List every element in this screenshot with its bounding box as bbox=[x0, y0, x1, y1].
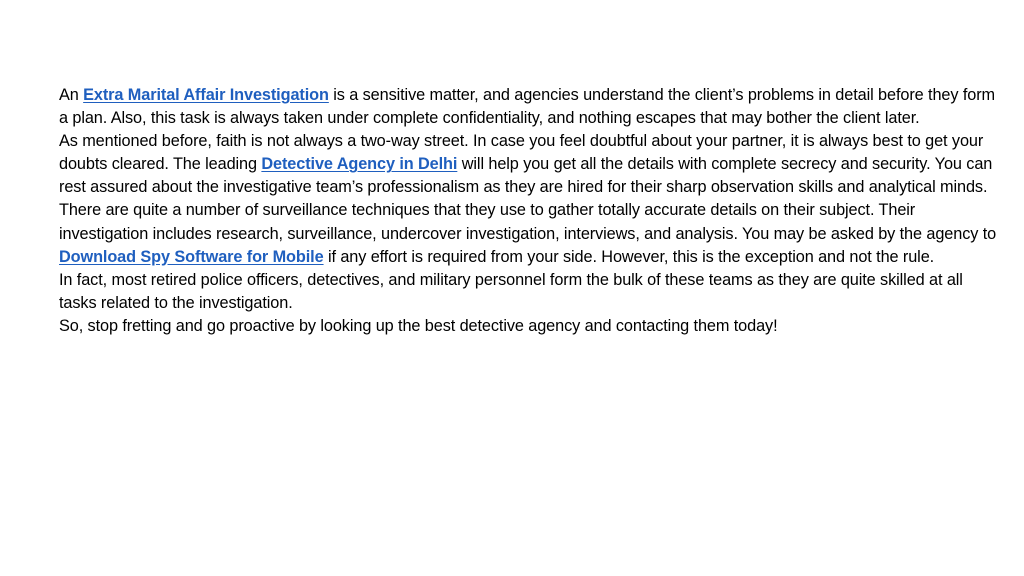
paragraph-text: An bbox=[59, 86, 84, 104]
paragraph-text: will help you get all the details with complete secrecy and security. You can rest assured about the investigative team’s professionalism as they are hired for their sharp observation skills and analytical minds. There are quite a number of surveillance techniques that they use to gather totally accurate details on their subject. Their investigation includes research, surveillance, undercover investigation, interviews, and analysis. You may be asked by the agency to bbox=[59, 155, 997, 243]
link-extra-marital-affair-investigation[interactable]: Extra Marital Affair Investigation bbox=[83, 86, 329, 104]
paragraph-detective-agency bbox=[59, 130, 1004, 269]
article-body bbox=[59, 84, 1004, 338]
paragraph-text: if any effort is required from your side. However, this is the exception and not the rule. bbox=[323, 247, 935, 266]
paragraph-text: So, stop fretting and go proactive by looking up the best detective agency and contacting them today! bbox=[59, 316, 778, 335]
link-download-spy-software-for-mobile[interactable]: Download Spy Software for Mobile bbox=[59, 247, 324, 266]
paragraph-text: In fact, most retired police officers, detectives, and military personnel form the bulk of these teams as they are quite skilled at all tasks related to the investigation. bbox=[59, 270, 963, 312]
link-detective-agency-in-delhi[interactable]: Detective Agency in Delhi bbox=[261, 155, 458, 174]
paragraph-text: is a sensitive matter, and agencies understand the client’s problems in detail before they form a plan. Also, this task is always taken under complete confidentiality, and nothing escapes that may bother the client later. bbox=[59, 86, 995, 128]
paragraph-affair-investigation bbox=[59, 84, 1004, 130]
paragraph-retired-officers bbox=[59, 269, 1004, 315]
paragraph-call-to-action bbox=[59, 315, 1004, 338]
paragraph-text: As mentioned before, faith is not always a two-way street. In case you feel doubtful about your partner, it is always best to get your doubts cleared. The leading bbox=[59, 132, 984, 174]
